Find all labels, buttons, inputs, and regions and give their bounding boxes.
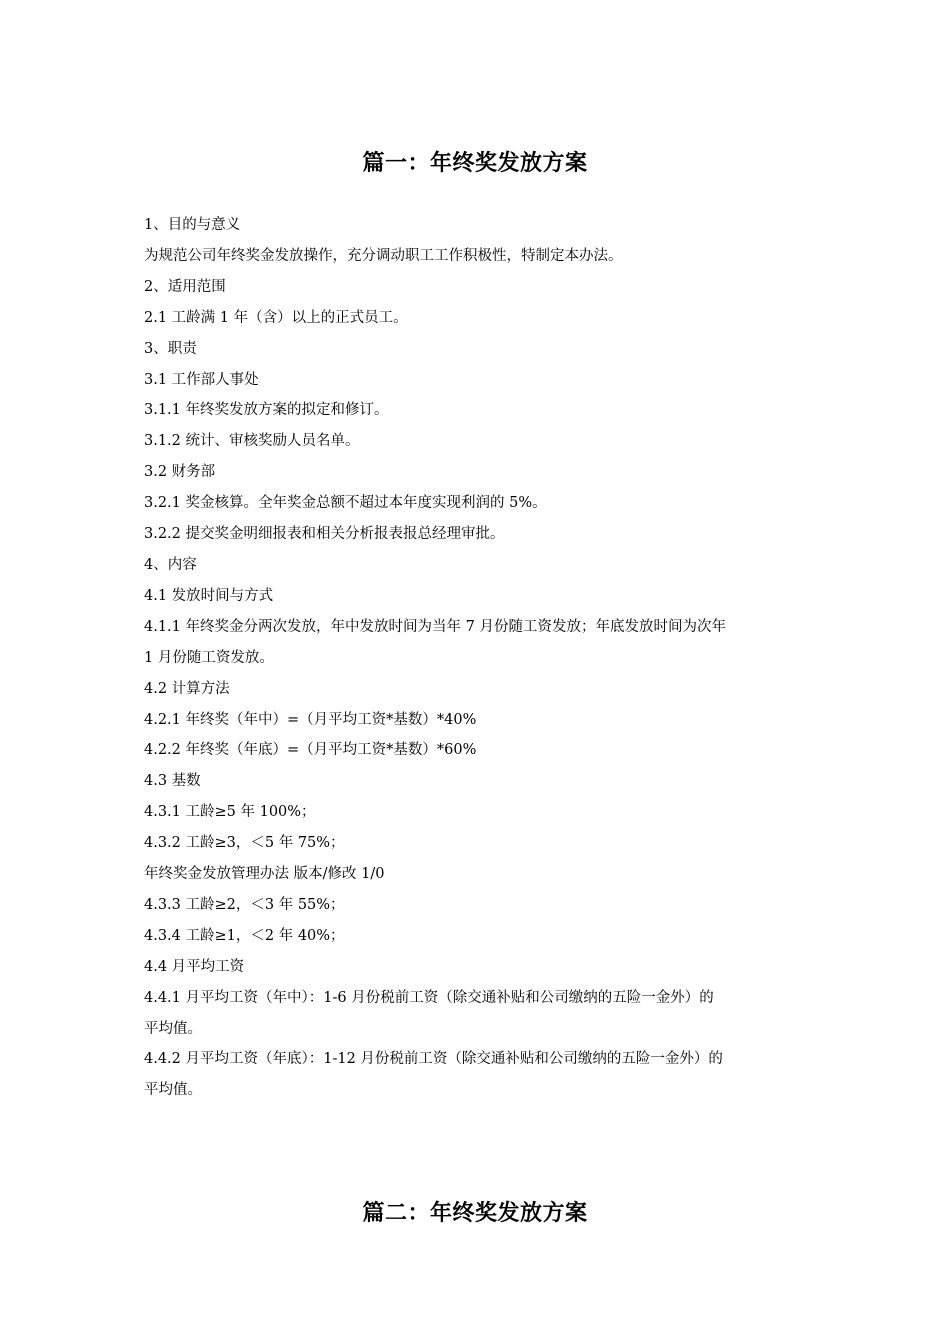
paragraph-line: 4.3 基数	[144, 773, 201, 790]
paragraph-line: 4.3.1 工龄≥5 年 100%；	[144, 804, 316, 821]
paragraph-line: 3、职责	[144, 340, 197, 357]
paragraph-line: 3.1.2 统计、审核奖励人员名单。	[144, 433, 360, 450]
paragraph-line: 3.2.2 提交奖金明细报表和相关分析报表报总经理审批。	[144, 526, 505, 543]
paragraph-line: 4.2 计算方法	[144, 680, 230, 697]
paragraph-line: 4.3.3 工龄≥2，＜3 年 55%；	[144, 896, 345, 913]
paragraph-line: 年终奖金发放管理办法 版本/修改 1/0	[144, 866, 385, 883]
paragraph-line: 4.2.2 年终奖（年底）=（月平均工资*基数）*60%	[144, 742, 477, 759]
paragraph-line: 4.3.2 工龄≥3，＜5 年 75%；	[144, 835, 345, 852]
paragraph-line: 1、目的与意义	[144, 217, 241, 233]
paragraph-line: 4.4 月平均工资	[144, 958, 245, 975]
paragraph-line: 4、内容	[144, 556, 197, 573]
paragraph-line: 3.2 财务部	[144, 464, 216, 481]
paragraph-line: 3.1 工作部人事处	[144, 371, 259, 388]
paragraph-line: 4.1.1 年终奖金分两次发放，年中发放时间为当年 7 月份随工资发放；年底发放时间为次年	[144, 618, 726, 635]
paragraph-line: 2.1 工龄满 1 年（含）以上的正式员工。	[144, 309, 408, 326]
paragraph-line: 4.3.4 工龄≥1，＜2 年 40%；	[144, 927, 345, 944]
paragraph-line: 为规范公司年终奖金发放操作，充分调动职工工作积极性，特制定本办法。	[144, 247, 623, 264]
section-2-title: 篇二：年终奖发放方案	[362, 1200, 588, 1226]
paragraph-line: 3.2.1 奖金核算。全年奖金总额不超过本年度实现利润的 5%。	[144, 495, 547, 512]
paragraph-line: 4.4.1 月平均工资（年中）：1-6 月份税前工资（除交通补贴和公司缴纳的五险一金外）的	[144, 989, 714, 1006]
paragraph-line: 平均值。	[144, 1020, 202, 1037]
section-1-title: 篇一：年终奖发放方案	[362, 150, 588, 176]
paragraph-line: 4.2.1 年终奖（年中）=（月平均工资*基数）*40%	[144, 711, 477, 728]
paragraph-line: 4.4.2 月平均工资（年底）：1-12 月份税前工资（除交通补贴和公司缴纳的五险一金外）的	[144, 1051, 723, 1068]
paragraph-line: 4.1 发放时间与方式	[144, 587, 274, 604]
paragraph-line: 平均值。	[144, 1082, 202, 1099]
paragraph-line: 2、适用范围	[144, 278, 226, 295]
section-1-body	[144, 210, 808, 1106]
paragraph-line: 1 月份随工资发放。	[144, 649, 274, 666]
paragraph-line: 3.1.1 年终奖发放方案的拟定和修订。	[144, 402, 389, 419]
